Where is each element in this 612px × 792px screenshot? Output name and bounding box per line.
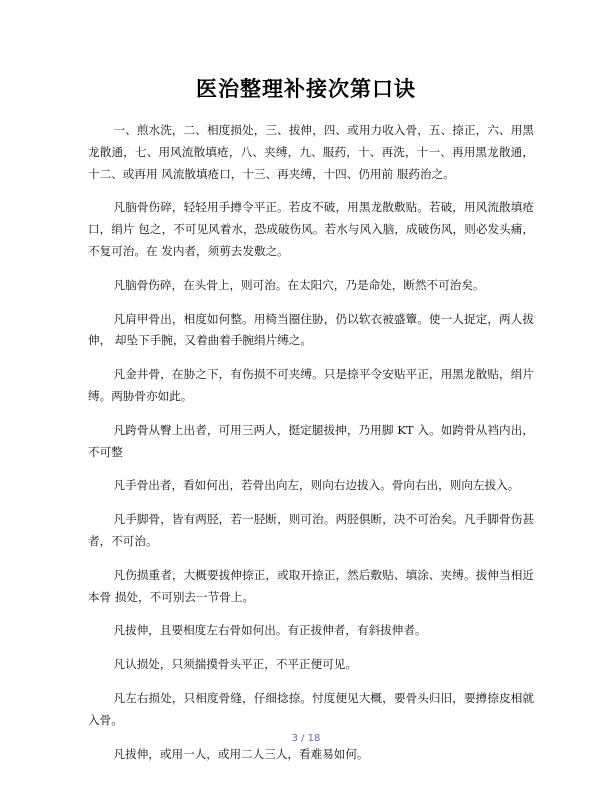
paragraph-10: 凡拔伸，且要相度左右骨如何出。有正拔伸者，有斜拔伸者。 (113, 623, 427, 638)
paragraph-8: 凡手脚骨，皆有两胫，若一胫断，则可治。两胫俱断，决不可治矣。凡手脚骨伤甚者，不可治。 (88, 512, 534, 548)
page-title: 医治整理补接次第口诀 (196, 76, 416, 101)
paragraph-6: 凡跨骨从臀上出者，可用三两人，挺定腿拔抻，乃用脚 KT 入。如跨骨从裆内出，不可整 (88, 422, 534, 459)
paragraph-7: 凡手骨出者，看如何出，若骨出向左，则向右边拔入。骨向右出，则向左拔入。 (113, 478, 520, 493)
paragraph-5: 凡金井骨，在胁之下，有伤损不可夹缚。只是捺平令安贴平正，用黑龙散贴，绢片缚。两胁骨亦如此。 (88, 367, 534, 403)
paragraph-1: 一、煎水洗，二、相度损处，三、拔伸，四、或用力收入骨，五、捺正，六、用黑龙散通，七、用风流散填疮，八、夹缚，九、服药，十、再洗，十一、再用黑龙散通，十二、或再用 风流散填疮口，十三、再夹缚，十四、仍用前 服药治之。 (88, 123, 534, 181)
page-indicator: 3 / 18 (291, 733, 321, 744)
document-body (88, 120, 534, 777)
paragraph-12: 凡左右损处，只相度骨缝，仔细捻捺。忖度便见大概，要骨头归旧，要撙捺皮相就入骨。 (88, 690, 534, 727)
paragraph-13: 凡拔伸，或用一人，或用二人三人，看难易如何。 (113, 746, 369, 761)
paragraph-11: 凡认损处，只须揣摸骨头平正，不平正便可见。 (113, 657, 357, 672)
paragraph-2: 凡脑骨伤碎，轻轻用手撙令平正。若皮不破，用黑龙散敷贴。若破，用风流散填疮口，绢片 包之，不可见风着水，恐成破伤风。若水与风入脑，成破伤风，则必发头痛，不复可治。在 发内者，须剪去发敷之。 (88, 200, 534, 258)
paragraph-9: 凡伤损重者，大概要拔伸捺正，或取开捺正，然后敷贴、填涂、夹缚。拔伸当相近本骨 损处，不可别去一节骨上。 (88, 567, 534, 604)
paragraph-4: 凡肩甲骨出，相度如何整。用椅当圈住胁，仍以软衣被盛簟。使一人捉定，两人拔伸， 却坠下手腕，又着曲着手腕绢片缚之。 (88, 311, 534, 348)
paragraph-3: 凡脑骨伤碎，在头骨上，则可治。在太阳穴，乃是命处，断然不可治矣。 (113, 277, 485, 292)
